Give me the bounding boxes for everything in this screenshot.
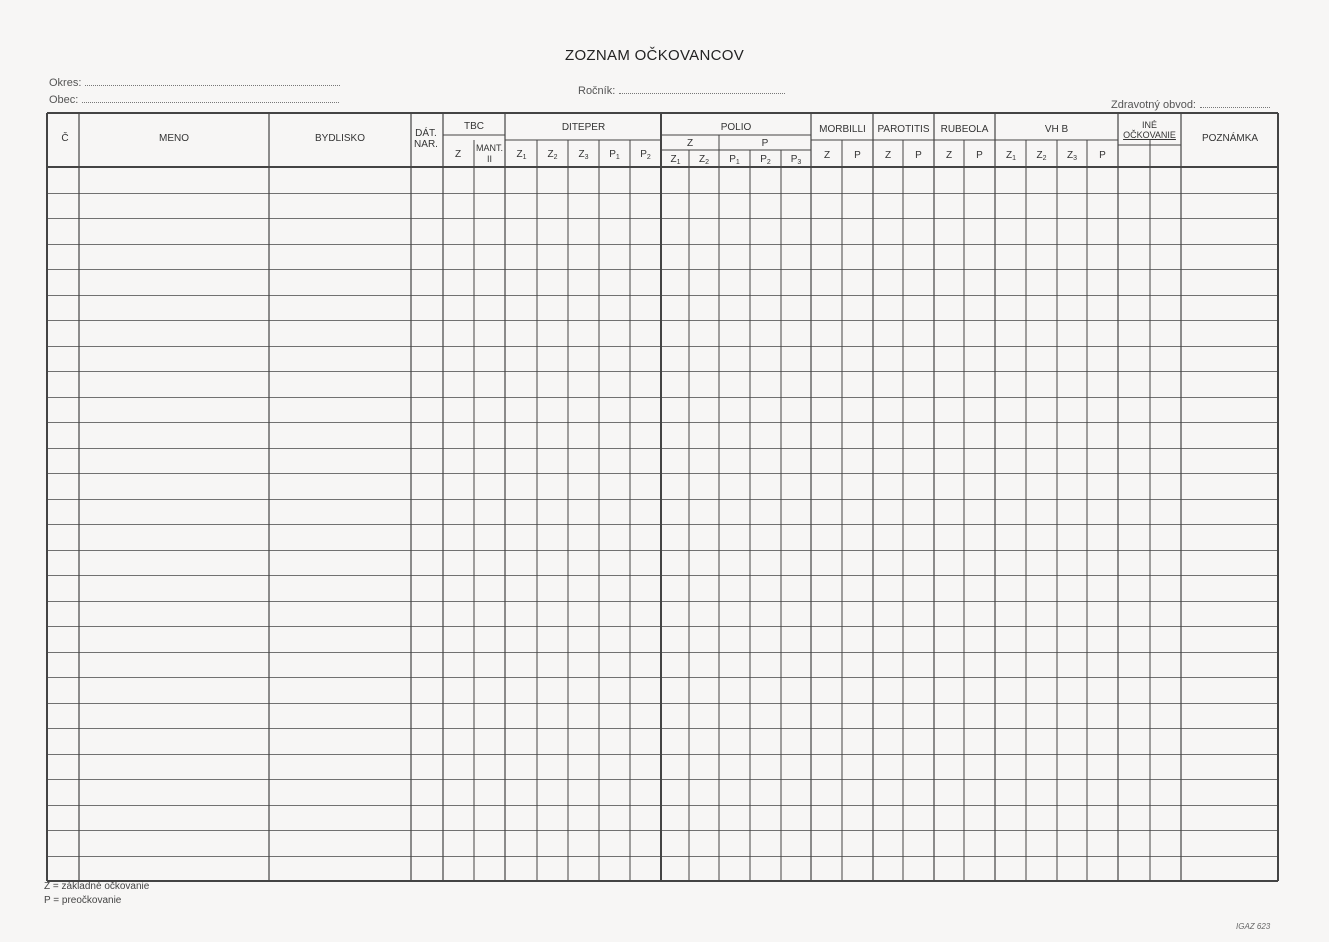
legend-p: P = preočkovanie <box>44 895 122 906</box>
col-header-poznamka: POZNÁMKA <box>1201 133 1259 144</box>
diteper-p1-header: $P_1$ <box>609 149 620 161</box>
polio-z1-header: $Z_1$ <box>670 154 681 166</box>
polio-p2-header: $P_2$ <box>760 154 771 166</box>
zdravotny-obvod-label: Zdravotný obvod: <box>1111 99 1196 111</box>
okres-label: Okres: <box>49 77 82 89</box>
col-header-morbilli: MORBILLI <box>819 124 866 135</box>
col-header-ine-ockovanie <box>1118 120 1181 140</box>
col-header-dat-nar <box>411 128 441 150</box>
ine-line2: OČKOVANIE <box>1123 130 1176 140</box>
form-code: IGAZ 623 <box>1236 922 1271 931</box>
diteper-z2-header: $Z_2$ <box>547 149 558 161</box>
diteper-z3-header: $Z_3$ <box>578 149 589 161</box>
obec-label: Obec: <box>49 94 79 106</box>
rubeola-z-header: Z <box>945 150 953 161</box>
parotitis-p-header: P <box>915 150 922 161</box>
col-header-parotitis: PAROTITIS <box>877 124 930 135</box>
col-header-meno: MENO <box>159 133 189 144</box>
legend-z: Z = základné očkovanie <box>44 881 150 892</box>
col-header-dat-line1: DÁT. <box>415 128 437 139</box>
rocnik-label: Ročník: <box>578 85 616 97</box>
col-header-tbc: TBC <box>464 121 484 132</box>
tbc-mant-line2: II <box>486 154 492 164</box>
polio-p1-header: $P_1$ <box>729 154 740 166</box>
polio-z-header: Z <box>686 138 694 149</box>
ine-line1: INÉ <box>1141 120 1157 130</box>
col-header-diteper: DITEPER <box>561 122 606 133</box>
tbc-z-header: Z <box>454 149 462 160</box>
vhb-p-header: P <box>1099 150 1106 161</box>
col-header-polio: POLIO <box>720 122 752 133</box>
tbc-mant-line1: MANT. <box>476 143 503 153</box>
vhb-z3-header: $Z_3$ <box>1066 150 1077 162</box>
col-header-dat-line2: NAR. <box>414 139 438 150</box>
polio-p3-header: $P_3$ <box>790 154 802 166</box>
col-header-rubeola: RUBEOLA <box>940 124 989 135</box>
col-header-vhb: VH B <box>1044 124 1069 135</box>
col-header-bydlisko: BYDLISKO <box>314 133 366 144</box>
polio-z2-header: $Z_2$ <box>698 154 709 166</box>
parotitis-z-header: Z <box>884 150 892 161</box>
page-title: ZOZNAM OČKOVANCOV <box>565 47 744 64</box>
vhb-z2-header: $Z_2$ <box>1036 150 1047 162</box>
morbilli-z-header: Z <box>823 150 831 161</box>
morbilli-p-header: P <box>854 150 861 161</box>
diteper-p2-header: $P_2$ <box>640 149 651 161</box>
diteper-z1-header: $Z_1$ <box>516 149 527 161</box>
rubeola-p-header: P <box>976 150 983 161</box>
vhb-z1-header: $Z_1$ <box>1005 150 1016 162</box>
polio-p-header: P <box>761 138 769 149</box>
col-header-c: Č <box>61 133 69 144</box>
tbc-mant-header <box>474 143 505 165</box>
